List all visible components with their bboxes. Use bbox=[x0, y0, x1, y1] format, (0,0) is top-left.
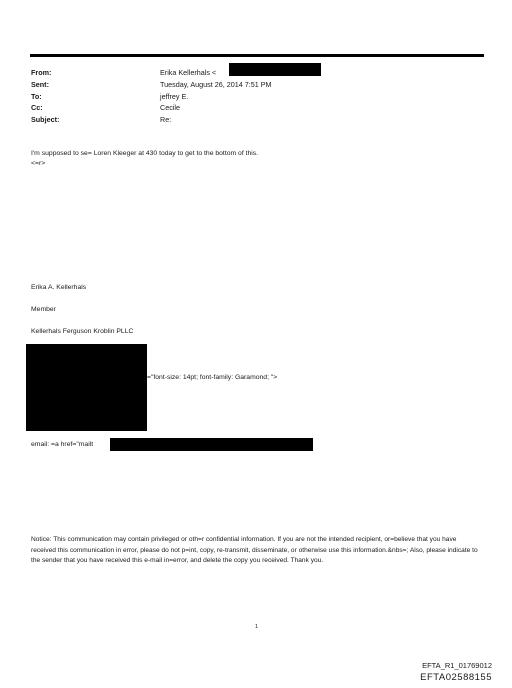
efta-primary-id: EFTA_R1_01769012 bbox=[422, 661, 492, 670]
signature-font-fragment: ="font-size: 14pt; font-family: Garamond; "> bbox=[147, 374, 278, 381]
to-label: To: bbox=[31, 92, 42, 101]
sent-label: Sent: bbox=[31, 80, 49, 89]
header-rule bbox=[30, 54, 484, 57]
signature-name: Erika A. Kellerhals bbox=[31, 284, 87, 291]
to-value: jeffrey E. bbox=[160, 92, 189, 101]
redaction-from-email bbox=[229, 63, 321, 76]
from-value: Erika Kellerhals < bbox=[160, 68, 217, 77]
redaction-signature-block bbox=[26, 344, 147, 431]
from-label: From: bbox=[31, 68, 52, 77]
signature-firm: Kellerhals Ferguson Kroblin PLLC bbox=[31, 328, 134, 335]
sent-value: Tuesday, August 26, 2014 7:51 PM bbox=[160, 80, 272, 89]
redaction-email-address bbox=[110, 438, 313, 451]
cc-label: Cc: bbox=[31, 103, 43, 112]
body-line-1: I'm supposed to se= Loren Kleeger at 430 today to get to the bottom of this. bbox=[31, 150, 259, 157]
body-line-2: <=r> bbox=[31, 160, 46, 167]
cc-value: Cecile bbox=[160, 103, 180, 112]
efta-secondary-id: EFTA02588155 bbox=[420, 672, 492, 683]
subject-value: Re: bbox=[160, 115, 172, 124]
page-number: 1 bbox=[255, 624, 259, 630]
subject-label: Subject: bbox=[31, 115, 60, 124]
confidentiality-notice: Notice: This communication may contain privileged or oth=r confidential information. If you are not the intended recipient, or=believe that you have received this communication in error, please do not p=int, copy, re-transmit, disseminate, or otherwise use this information.&nbs=; Also, please indicate to the sender that you have received this e-mail in=error, and delete the copy you received. Thank you. bbox=[31, 536, 478, 565]
signature-email-fragment: email: =a href="mailt bbox=[31, 441, 94, 448]
signature-title: Member bbox=[31, 306, 56, 313]
